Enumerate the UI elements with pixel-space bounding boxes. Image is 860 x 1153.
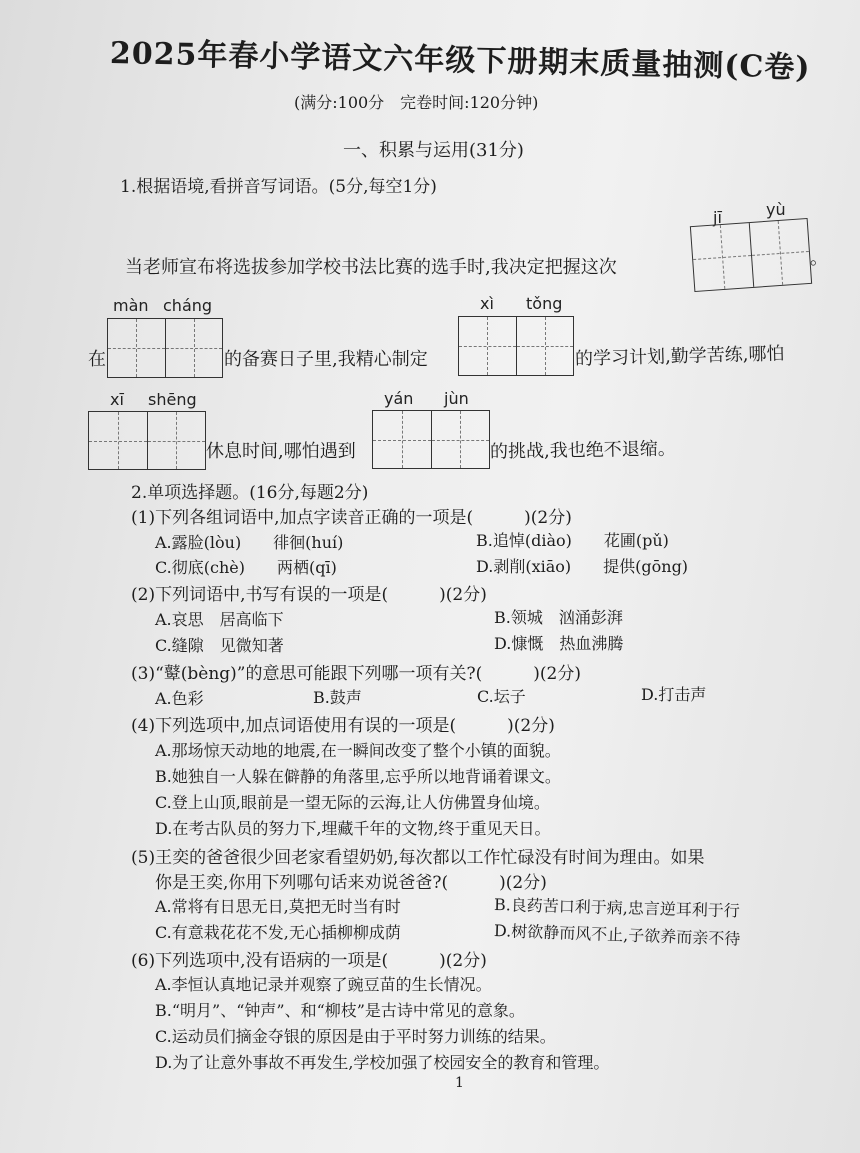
- q2-5-stem-line2: 你是王奕,你用下列哪句话来劝说爸爸?( )(2分): [155, 873, 547, 893]
- pinyin-sheng: shēng: [148, 390, 197, 409]
- q2-1-option-b[interactable]: B.追悼(diào) 花圃(pǔ): [476, 531, 669, 550]
- pinyin-chang: cháng: [163, 296, 213, 315]
- q1-line1-end: 。: [810, 248, 828, 269]
- q2-1-option-d[interactable]: D.剥削(xiāo) 提供(gōng): [476, 557, 689, 576]
- q2-6-stem: (6)下列选项中,没有语病的一项是( )(2分): [131, 951, 487, 971]
- answer-box-jiyu[interactable]: [690, 218, 812, 292]
- q1-line2-start: 在: [88, 349, 106, 370]
- answer-box-yanjun[interactable]: [372, 410, 490, 469]
- q2-4-option-c[interactable]: C.登上山顶,眼前是一望无际的云海,让人仿佛置身仙境。: [155, 793, 550, 812]
- q2-1-option-a[interactable]: A.露脸(lòu) 徘徊(huí): [155, 533, 344, 552]
- q1-line3-end: 的挑战,我也绝不退缩。: [489, 438, 676, 463]
- answer-box-xisheng[interactable]: [88, 411, 206, 470]
- q2-5-option-d[interactable]: D.树欲静而风不止,子欲养而亲不待: [493, 921, 741, 949]
- q2-5-option-c[interactable]: C.有意栽花花不发,无心插柳柳成荫: [155, 923, 401, 942]
- q2-prompt: 2.单项选择题。(16分,每题2分): [131, 483, 369, 503]
- q2-6-option-a[interactable]: A.李恒认真地记录并观察了豌豆苗的生长情况。: [155, 975, 492, 994]
- answer-box-manchang[interactable]: [107, 318, 223, 378]
- page-number: 1: [455, 1075, 464, 1091]
- q2-2-option-b[interactable]: B.领城 汹涌彭湃: [494, 608, 623, 627]
- q2-4-option-b[interactable]: B.她独自一人躲在僻静的角落里,忘乎所以地背诵着课文。: [155, 767, 561, 786]
- q2-3-option-b[interactable]: B.鼓声: [313, 688, 362, 707]
- q2-2-stem: (2)下列词语中,书写有误的一项是( )(2分): [131, 585, 487, 605]
- pinyin-xi: xì: [480, 294, 494, 313]
- pinyin-ji: jī: [713, 208, 722, 227]
- q1-line1-text: 当老师宣布将选拔参加学校书法比赛的选手时,我决定把握这次: [125, 257, 617, 278]
- pinyin-jun: jùn: [444, 389, 469, 408]
- q2-3-stem: (3)“鼙(bèng)”的意思可能跟下列哪一项有关?( )(2分): [131, 664, 581, 684]
- pinyin-yu: yù: [766, 200, 786, 219]
- q2-1-option-c[interactable]: C.彻底(chè) 两栖(qī): [155, 558, 337, 577]
- q1-line3-mid: 休息时间,哪怕遇到: [206, 441, 356, 462]
- q2-4-stem: (4)下列选项中,加点词语使用有误的一项是( )(2分): [131, 716, 555, 736]
- q2-3-option-c[interactable]: C.坛子: [477, 687, 526, 706]
- q2-4-option-d[interactable]: D.在考古队员的努力下,埋藏千年的文物,终于重见天日。: [155, 819, 551, 838]
- pinyin-xi2: xī: [110, 390, 124, 409]
- q1-prompt: 1.根据语境,看拼音写词语。(5分,每空1分): [120, 177, 437, 197]
- q2-5-stem: (5)王奕的爸爸很少回老家看望奶奶,每次都以工作忙碌没有时间为理由。如果: [131, 848, 705, 868]
- q2-1-stem: (1)下列各组词语中,加点字读音正确的一项是( )(2分): [131, 508, 572, 528]
- q2-5-option-b[interactable]: B.良药苦口利于病,忠言逆耳利于行: [493, 895, 741, 921]
- answer-box-xitong[interactable]: [458, 316, 574, 376]
- exam-title: 2025年春小学语文六年级下册期末质量抽测(C卷): [109, 36, 811, 86]
- q2-2-option-c[interactable]: C.缝隙 见微知著: [155, 636, 284, 655]
- exam-subtitle: (满分:100分 完卷时间:120分钟): [294, 93, 539, 112]
- q2-5-option-a[interactable]: A.常将有日思无日,莫把无时当有时: [155, 897, 401, 916]
- q2-4-option-a[interactable]: A.那场惊天动地的地震,在一瞬间改变了整个小镇的面貌。: [155, 741, 561, 760]
- q1-line2-mid: 的备赛日子里,我精心制定: [224, 349, 428, 370]
- q2-2-option-d[interactable]: D.慷慨 热血沸腾: [494, 634, 624, 653]
- pinyin-man: màn: [113, 296, 149, 315]
- q2-6-option-d[interactable]: D.为了让意外事故不再发生,学校加强了校园安全的教育和管理。: [155, 1053, 610, 1072]
- q2-3-option-d[interactable]: D.打击声: [641, 685, 707, 704]
- q1-line2-end: 的学习计划,勤学苦练,哪怕: [574, 343, 785, 370]
- q2-2-option-a[interactable]: A.哀思 居高临下: [155, 610, 284, 629]
- pinyin-yan: yán: [384, 389, 414, 408]
- pinyin-tong: tǒng: [526, 294, 563, 313]
- q2-6-option-c[interactable]: C.运动员们摘金夺银的原因是由于平时努力训练的结果。: [155, 1027, 556, 1046]
- q2-6-option-b[interactable]: B.“明月”、“钟声”、和“柳枝”是古诗中常见的意象。: [155, 1001, 525, 1020]
- section-heading: 一、积累与运用(31分): [343, 140, 524, 161]
- q2-3-option-a[interactable]: A.色彩: [155, 689, 204, 708]
